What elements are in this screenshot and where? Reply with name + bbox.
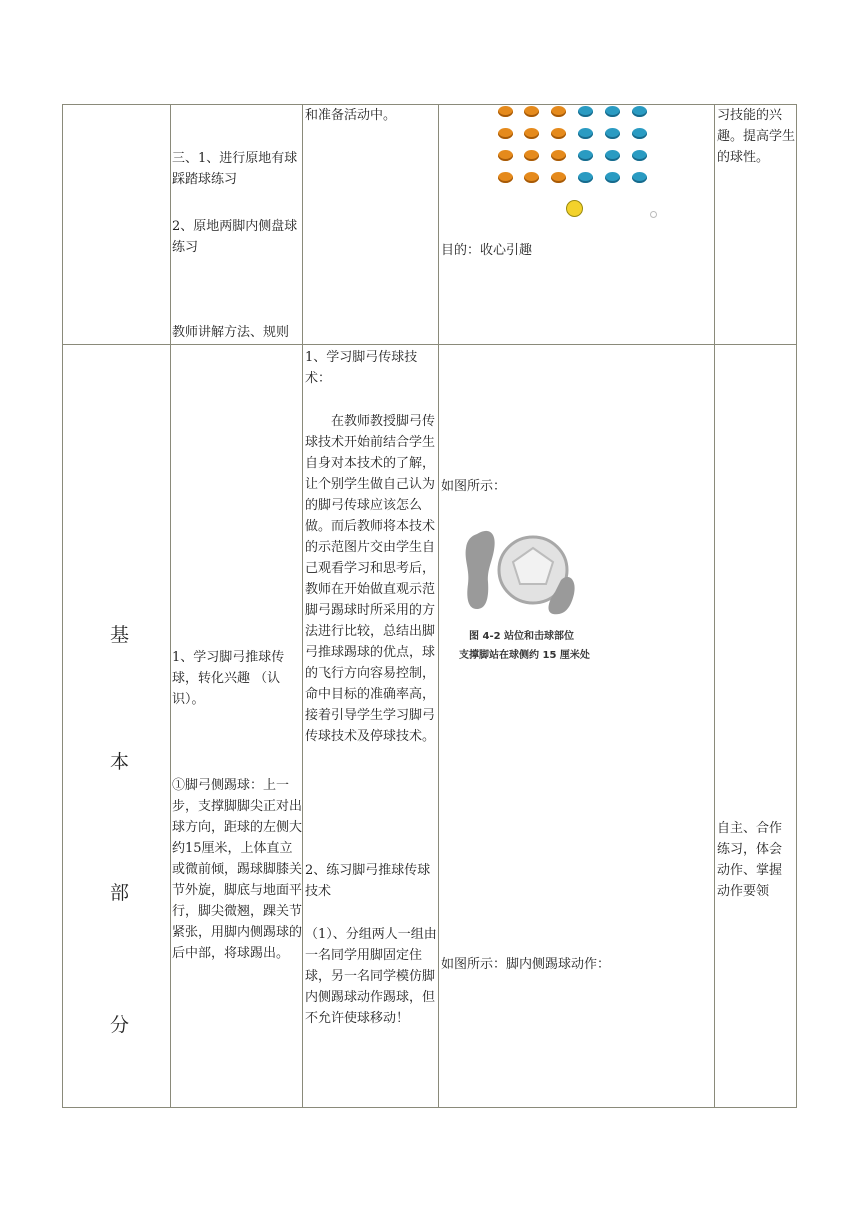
- lesson-method-text: 在教师教授脚弓传球技术开始前结合学生自身对本技术的了解，让个别学生做自己认为的脚弓传球应该怎么做。而后教师将本技术的示范图片交由学生自己观看学习和思考后，教师在开始做直观示范脚弓踢球时所采用的方法进行比较，总结出脚弓推球踢球的优点，球的飞行方向容易控制，命中目标的准确率高，接着引导学生学习脚弓传球技术及停球技术。: [305, 414, 436, 744]
- student-marker: [578, 172, 593, 183]
- student-marker: [578, 128, 593, 139]
- teacher-note: 教师讲解方法、规则: [172, 325, 290, 340]
- student-marker: [605, 128, 620, 139]
- col-divider: [438, 104, 439, 1108]
- purpose-text: 目的：收心引趣: [441, 243, 533, 258]
- student-marker: [551, 106, 566, 117]
- student-marker: [605, 172, 620, 183]
- section-char: 分: [110, 1014, 130, 1036]
- col-divider: [62, 104, 63, 1108]
- learning-item-1: 1、学习脚弓推球传球，转化兴趣 （认识）。: [172, 650, 285, 707]
- col-divider: [714, 104, 715, 1108]
- student-marker: [632, 172, 647, 183]
- table-border-bottom: [62, 1107, 797, 1108]
- student-marker: [498, 150, 513, 161]
- teacher-marker-icon: [566, 200, 583, 217]
- practice-goal: 自主、合作练习，体会动作、掌握动作要领: [717, 821, 783, 899]
- drill-item-2: 2、原地两脚内侧盘球练习: [172, 219, 298, 255]
- figure-caption: 图 4-2 站位和击球部位: [469, 631, 575, 642]
- student-marker: [551, 150, 566, 161]
- formation-diagram: [440, 104, 715, 224]
- col-divider: [170, 104, 171, 1108]
- student-marker: [632, 106, 647, 117]
- student-marker: [498, 128, 513, 139]
- student-marker: [498, 106, 513, 117]
- student-marker: [551, 172, 566, 183]
- student-marker: [578, 106, 593, 117]
- row-divider: [62, 344, 797, 345]
- section-char: 部: [110, 882, 130, 904]
- student-marker: [632, 128, 647, 139]
- drill-item-1: 三、1、进行原地有球踩踏球练习: [172, 151, 298, 187]
- student-marker: [524, 128, 539, 139]
- student-marker: [578, 150, 593, 161]
- foot-and-ball-icon: [455, 522, 595, 622]
- lesson-heading-2: 2、练习脚弓推球传球技术: [305, 863, 431, 899]
- section-char: 基: [110, 624, 130, 646]
- student-marker: [632, 150, 647, 161]
- figure-subcaption: 支撑脚站在球侧约 15 厘米处: [459, 650, 590, 661]
- small-circle-icon: [650, 211, 657, 218]
- student-marker: [524, 172, 539, 183]
- figure-intro-2: 如图所示：脚内侧踢球动作：: [441, 957, 611, 972]
- student-marker: [605, 106, 620, 117]
- lesson-heading-1: 1、学习脚弓传球技术：: [305, 350, 418, 386]
- group-practice-text: （1）、分组两人一组由一名同学用脚固定住球，另一名同学模仿脚内侧踢球动作踢球，但不允许使球移动！: [305, 927, 437, 1026]
- figure-intro: 如图所示：: [441, 479, 507, 494]
- student-marker: [551, 128, 566, 139]
- kick-position-figure: [455, 522, 595, 667]
- section-char: 本: [110, 751, 130, 773]
- col-divider: [796, 104, 797, 1108]
- student-marker: [605, 150, 620, 161]
- warmup-text: 和准备活动中。: [305, 108, 397, 123]
- technique-description: ①脚弓侧踢球：上一步，支撑脚脚尖正对出球方向，距球的左侧大约15厘米，上体直立或微前倾，踢球脚膝关节外旋，脚底与地面平行，脚尖微翘，踝关节紧张，用脚内侧踢球的后中部，将球踢出。: [172, 778, 303, 961]
- goal-text: 习技能的兴趣。提高学生的球性。: [717, 108, 796, 165]
- student-marker: [498, 172, 513, 183]
- student-marker: [524, 106, 539, 117]
- student-marker: [524, 150, 539, 161]
